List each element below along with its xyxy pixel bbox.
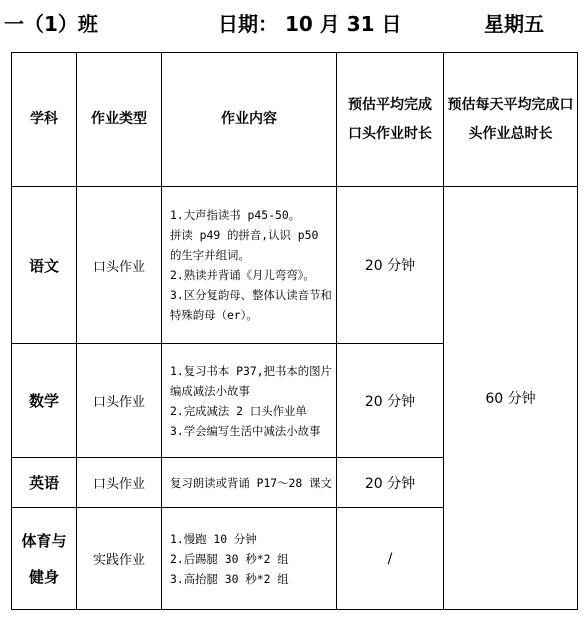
subject-cell: 体育与健身 xyxy=(12,508,77,610)
content-line: 拼读 p49 的拼音,认识 p50 的生字并组词。 xyxy=(170,228,326,262)
duration-cell: 20 分钟 xyxy=(337,458,444,508)
col-header-duration: 预估平均完成口头作业时长 xyxy=(337,53,444,187)
weekday-label: 星期五 xyxy=(484,12,544,36)
subject-cell: 数学 xyxy=(12,344,77,458)
type-cell: 口头作业 xyxy=(77,458,162,508)
page-header xyxy=(0,6,586,40)
content-line: 2.完成减法 2 口头作业单 xyxy=(170,403,307,418)
type-cell: 实践作业 xyxy=(77,508,162,610)
type-cell: 口头作业 xyxy=(77,187,162,344)
duration-cell: 20 分钟 xyxy=(337,187,444,344)
duration-cell: 20 分钟 xyxy=(337,344,444,458)
content-line: 1.慢跑 10 分钟 xyxy=(170,531,257,546)
table-header-row xyxy=(12,53,578,187)
subject-cell: 英语 xyxy=(12,458,77,508)
homework-table xyxy=(11,52,578,610)
content-line: 2.熟读并背诵《月儿弯弯》。 xyxy=(170,268,315,282)
col-header-total: 预估每天平均完成口头作业总时长 xyxy=(444,53,578,187)
content-line: 3.高抬腿 30 秒*2 组 xyxy=(170,571,289,586)
col-header-type: 作业类型 xyxy=(77,53,162,187)
type-cell: 口头作业 xyxy=(77,344,162,458)
content-cell xyxy=(162,344,337,458)
table-row xyxy=(12,187,578,344)
content-line: 2.后踢腿 30 秒*2 组 xyxy=(170,551,289,566)
subject-cell: 语文 xyxy=(12,187,77,344)
content-cell xyxy=(162,458,337,508)
content-line: 复习朗读或背诵 P17～28 课文 xyxy=(170,475,332,490)
content-line: 1.复习书本 P37,把书本的图片编成减法小故事 xyxy=(170,363,332,398)
col-header-content: 作业内容 xyxy=(162,53,337,187)
date-label: 日期： 10 月 31 日 xyxy=(218,12,402,36)
content-line: 3.区分复韵母、整体认读音节和特殊韵母（er）。 xyxy=(170,288,332,322)
total-duration-cell: 60 分钟 xyxy=(444,187,578,610)
content-cell xyxy=(162,508,337,610)
content-line: 1.大声指读书 p45-50。 xyxy=(170,208,301,222)
content-cell xyxy=(162,187,337,344)
class-name: 一（1）班 xyxy=(4,12,98,36)
col-header-subject: 学科 xyxy=(12,53,77,187)
content-line: 3.学会编写生活中减法小故事 xyxy=(170,423,321,438)
duration-cell: / xyxy=(337,508,444,610)
